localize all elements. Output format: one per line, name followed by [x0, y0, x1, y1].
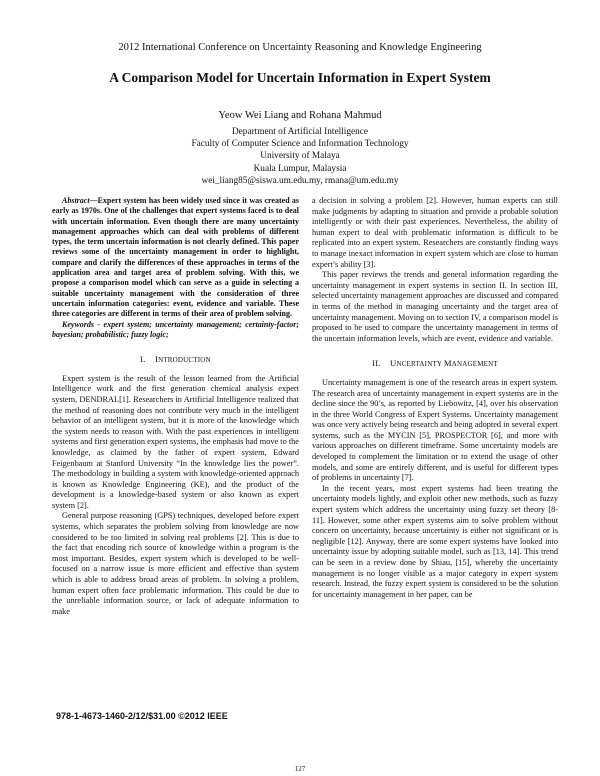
conference-header: 2012 International Conference on Uncertainty Reasoning and Knowledge Engineering	[118, 42, 482, 53]
affiliation-line: Faculty of Computer Science and Information Technology	[191, 139, 409, 150]
paragraph: Uncertainty management is one of the research areas in expert system. The research area of uncertainty management in expert systems are in the decline since the 90’s, as reported by Liebowitz, [4], over his observation in the three World Congress of Expert Systems. Uncertainty management was once very actively being research and being adopted in several expert systems, such as the MYCIN [5], PROSPECTOR [6], and more with various approaches on different timeframe. Some uncertainty models are developed to complement the limitation or to extend the usage of other models, and some are entirely different, and is useful for different types of problems in uncertainty [7].	[312, 377, 558, 483]
affiliation-line: Kuala Lumpur, Malaysia	[253, 163, 347, 174]
abstract	[52, 196, 299, 320]
keywords: Keywords - expert system; uncertainty management; certainty-factor; bayesian; probabilistic; fuzzy logic;	[52, 319, 299, 339]
left-column	[52, 196, 299, 617]
abstract-label: Abstract	[62, 196, 90, 205]
paragraph: General purpose reasoning (GPS) techniques, developed before expert systems, which separates the problem solving from knowledge are now considered to be too limited in solving real problems [2]. This is due to the fact that encoding rich source of knowledge within a program is the most important. Besides, expert system which is developed to be well-focused on a narrow issue is more efficient and effective than system which is able to address broad areas of problem. In solving a problem, human expert often face problematic information. This could be due to the unreliable information source, or lack of adequate information to make	[52, 511, 299, 616]
page-number: 127	[294, 765, 306, 773]
paragraph: This paper reviews the trends and general information regarding the uncertainty management in expert systems in section II. In section III, selected uncertainty management approaches are discussed and compared in terms of the method in managing uncertainty and the target area of uncertainty management. Moving on to section IV, a comparison model is proposed to be used to compare the uncertainty management in terms of the uncertain information levels, which are event, evidence and variable.	[312, 270, 558, 343]
paper-authors: Yeow Wei Liang and Rohana Mahmud	[218, 110, 382, 121]
author-emails: wei_liang85@siswa.um.edu.my, rmana@um.edu.my	[201, 175, 399, 186]
affiliation-line: University of Malaya	[260, 151, 340, 162]
copyright-notice: 978-1-4673-1460-2/12/$31.00 ©2012 IEEE	[56, 711, 228, 721]
affiliation-line: Department of Artificial Intelligence	[231, 127, 369, 137]
section-heading-uncertainty-management: II. UNCERTAINTY MANAGEMENT	[372, 358, 498, 369]
abstract-text: —Expert system has been widely used since it was created as early as 1970s. One of the challenges that expert systems faced is to deal with uncertain information. Even though there are many uncertainty management approaches which can deal with problems of different types, the term uncertain information is not clearly defined. This paper reviews some of the uncertainty management in order to highlight, compare and clarify the differences of these approaches in terms of the application area and target area of problem solving. With this, we propose a comparison model which can serve as a guide in selecting a suitable uncertainty management with the consideration of three uncertain information categories: event, evidence and variable. These three categories are different in terms of their area of problem solving.	[52, 196, 299, 319]
paragraph: a decision in solving a problem [2]. However, human experts can still make judgments by adapting to situation and provide a probable solution intelligently or with their past experiences. Nevertheless, the ability of human expert to deal with problematic information is difficult to be replicated into an expert system. Researchers are constantly finding ways to manage inexact information in expert system which are close to human expert’s ability [3].	[312, 196, 558, 269]
paragraph: In the recent years, most expert systems had been treating the uncertainty models lightly, and exploit other new methods, such as fuzzy expert system which address the uncertainty using fuzzy set theory [8-11]. However, some other expert systems aim to solve problem without concern on uncertainty, because uncertainty is either not significant or is negligible [12]. Anyway, there are some expert systems have looked into uncertainty issue by adopting suitable model, such as [13, 14]. This trend can be seen in a review done by Shiau, [15], whereby the uncertainty management is no longer visible as a major category in expert system research. Instead, the fuzzy expert system is considered to be the solution for uncertainty management in her paper, can be	[312, 483, 558, 599]
paper-title: A Comparison Model for Uncertain Information in Expert System	[109, 70, 491, 85]
paragraph: Expert system is the result of the lesson learned from the Artificial Intelligence work and the first generation chemical analysis expert system, DENDRAL[1]. Researchers in Artificial Intelligence realized that the method of reasoning does not contribute very much in the intelligent behavior of an intelligent system, but it is more of the knowledge which the system needs to reason with. With the past experiences in intelligent systems and first generation expert systems, the emphasis had move to the knowledge, as claimed by the father of expert system, Edward Feigenbaum at Stanford University “In the knowledge lies the power”. The methodology in building a system with knowledge-oriented approach is known as Knowledge Engineering (KE), and the product of the development is a knowledge-based system or also known as expert system [2].	[52, 373, 299, 510]
affiliation-block	[0, 126, 600, 187]
section-heading-introduction: I. INTRODUCTION	[140, 354, 211, 365]
right-column	[312, 196, 558, 600]
